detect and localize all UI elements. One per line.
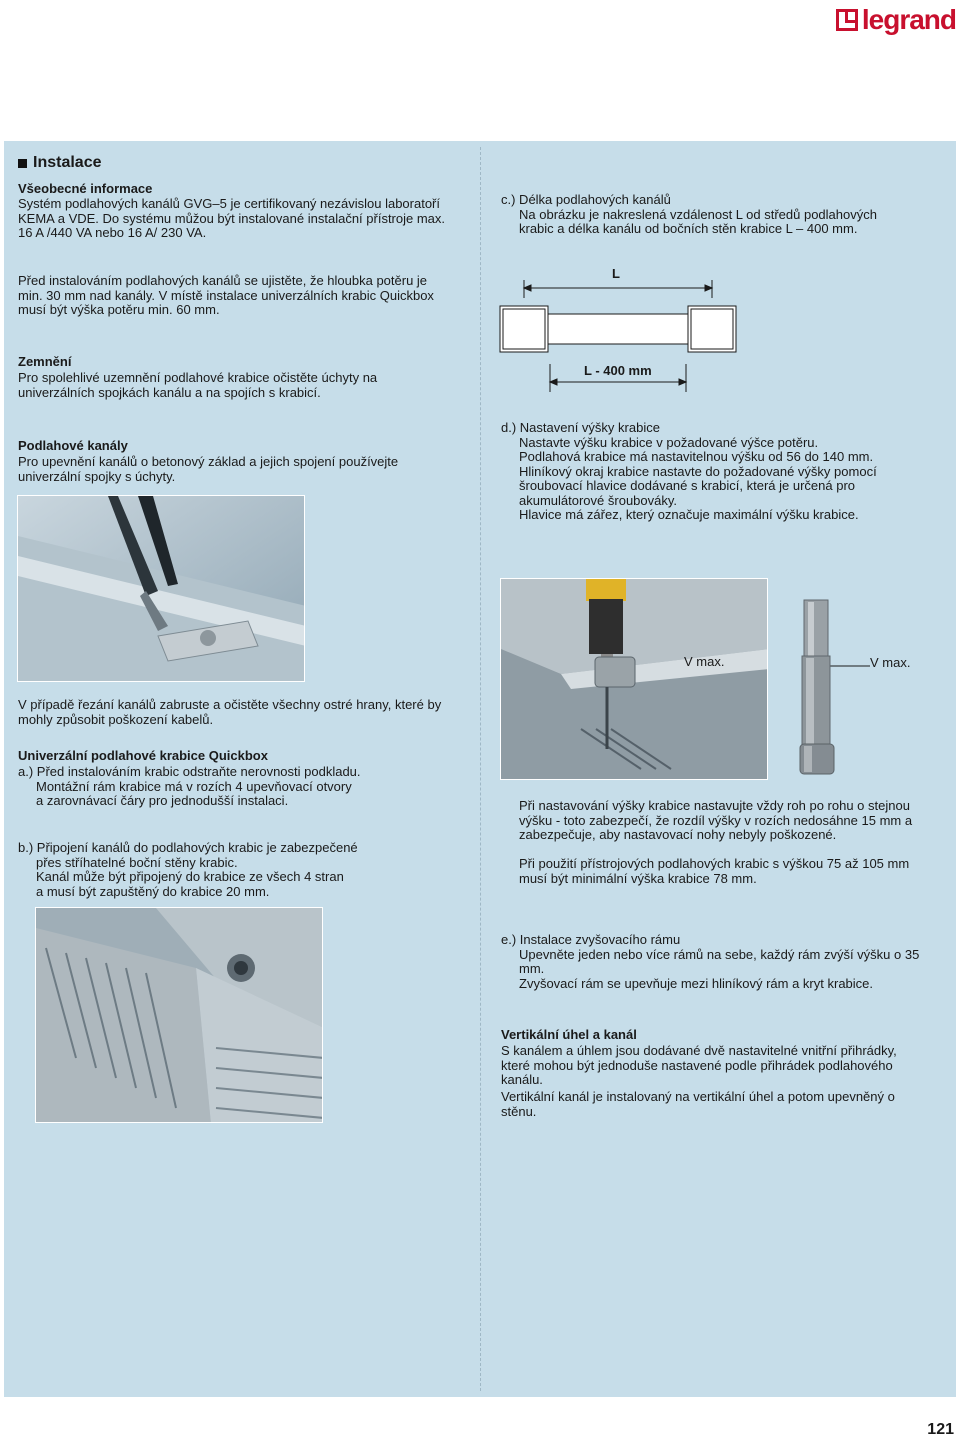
- step-a-line-2: Montážní rám krabice má v rozích 4 upevňovací otvory: [36, 778, 352, 794]
- step-a-line-3: a zarovnávací čáry pro jednodušší instalaci.: [36, 793, 289, 808]
- legrand-logo-mark: [836, 9, 858, 31]
- step-b-line-3: Kanál může být připojený do krabice ze všech 4 stran: [36, 869, 344, 884]
- paragraph-floor-channels: Pro upevnění kanálů o betonový základ a jejich spojení používejte univerzální spojky s úchyty.: [18, 454, 399, 484]
- photo-pliers-channel: [17, 495, 305, 682]
- square-bullet-icon: [18, 159, 27, 168]
- quickbox-step-a: [18, 765, 458, 809]
- v-max-label-tool: V max.: [870, 655, 911, 670]
- photo-height-adjustment: [500, 578, 768, 780]
- step-e-line-1: Upevněte jeden nebo více rámů na sebe, každý rám zvýší výšku o 35 mm.: [519, 946, 920, 976]
- step-d-line-4: Hlavice má zářez, který označuje maximální výšku krabice.: [519, 507, 859, 522]
- quickbox-step-b: [18, 841, 458, 899]
- diagram-label-l-400: L - 400 mm: [584, 363, 652, 378]
- step-d-line-1: Nastavte výšku krabice v požadované výšce potěru.: [519, 434, 819, 450]
- paragraph-cutting: V případě řezání kanálů zabruste a očistěte všechny ostré hrany, které by mohly způsobit poškození kabelů.: [18, 697, 442, 727]
- paragraph-general: Systém podlahových kanálů GVG–5 je certifikovaný nezávislou laboratoří KEMA a VDE. Do systému můžou být instalované instalační přístroje max. 16 A /440 VA nebo 16 A/ 230 VA.: [18, 196, 446, 240]
- step-c: [501, 193, 911, 237]
- section-title: Instalace: [33, 154, 102, 171]
- v-max-label-photo: V max.: [684, 654, 725, 669]
- paragraph-vertical-1: S kanálem a úhlem jsou dodávané dvě nastavitelné vnitřní přihrádky, které mohou být jednoduše nastavené podle přihrádek podlahového kanálu.: [501, 1043, 897, 1087]
- paragraph-height-devices: Při použití přístrojových podlahových krabic s výškou 75 až 105 mm musí být minimální výška krabice 78 mm.: [519, 856, 910, 886]
- step-d-line-3: Hliníkový okraj krabice nastavte do požadované výšky pomocí šroubovací hlavice dodávané s krabicí, která je určená pro akumulátorové šroubováky.: [519, 463, 877, 508]
- socket-head-tool: [780, 596, 940, 780]
- page-number: 121: [927, 1421, 954, 1438]
- step-d: [501, 421, 921, 523]
- heading-general: Všeobecné informace: [18, 181, 153, 196]
- step-b-line-2: přes stříhatelné boční stěny krabic.: [36, 854, 238, 870]
- step-b-line-4: a musí být zapuštěný do krabice 20 mm.: [36, 883, 270, 899]
- photo-channel-box-connection: [35, 907, 323, 1123]
- step-e-heading: e.) Instalace zvyšovacího rámu: [501, 932, 681, 947]
- step-c-text: Na obrázku je nakreslená vzdálenost L od středů podlahových krabic a délka kanálu od bočních stěn krabice L – 400 mm.: [519, 206, 877, 236]
- paragraph-vertical-2: Vertikální kanál je instalovaný na vertikální úhel a potom upevněný o stěnu.: [501, 1089, 895, 1119]
- step-d-line-2: Podlahová krabice má nastavitelnou výšku od 56 do 140 mm.: [519, 449, 874, 464]
- heading-quickbox: Univerzální podlahové krabice Quickbox: [18, 748, 268, 763]
- section-heading: [18, 154, 101, 172]
- step-b-line-1: b.) Připojení kanálů do podlahových krabic je zabezpečené: [18, 840, 358, 855]
- heading-vertical: Vertikální úhel a kanál: [501, 1027, 637, 1042]
- step-e: [501, 933, 921, 991]
- diagram-label-l: L: [612, 266, 620, 281]
- heading-earthing: Zemnění: [18, 354, 72, 369]
- paragraph-earthing: Pro spolehlivé uzemnění podlahové krabice očistěte úchyty na univerzálních spojkách kanálu a na spojích s krabicí.: [18, 370, 378, 400]
- column-divider: [480, 147, 481, 1391]
- step-e-line-2: Zvyšovací rám se upevňuje mezi hliníkový rám a kryt krabice.: [519, 975, 874, 991]
- heading-floor-channels: Podlahové kanály: [18, 438, 128, 453]
- step-a-line-1: a.) Před instalováním krabic odstraňte nerovnosti podkladu.: [18, 764, 361, 779]
- paragraph-depth: Před instalováním podlahových kanálů se ujistěte, že hloubka potěru je min. 30 mm nad kanály. V místě instalace univerzálních krabic Quickbox musí být výška potěru min. 60 mm.: [18, 273, 434, 317]
- legrand-logo-text: legrand: [861, 4, 956, 35]
- channel-length-diagram: [498, 262, 742, 392]
- legrand-logo: [836, 4, 956, 36]
- step-d-heading: d.) Nastavení výšky krabice: [501, 420, 660, 435]
- step-c-heading: c.) Délka podlahových kanálů: [501, 192, 671, 207]
- paragraph-height-corners: Při nastavování výšky krabice nastavujte vždy roh po rohu o stejnou výšku - toto zabezpečí, že rozdíl výšky v rozích nedosáhne 15 mm a zabezpečuje, aby nastavovací nohy nebyly poškozené.: [519, 798, 913, 842]
